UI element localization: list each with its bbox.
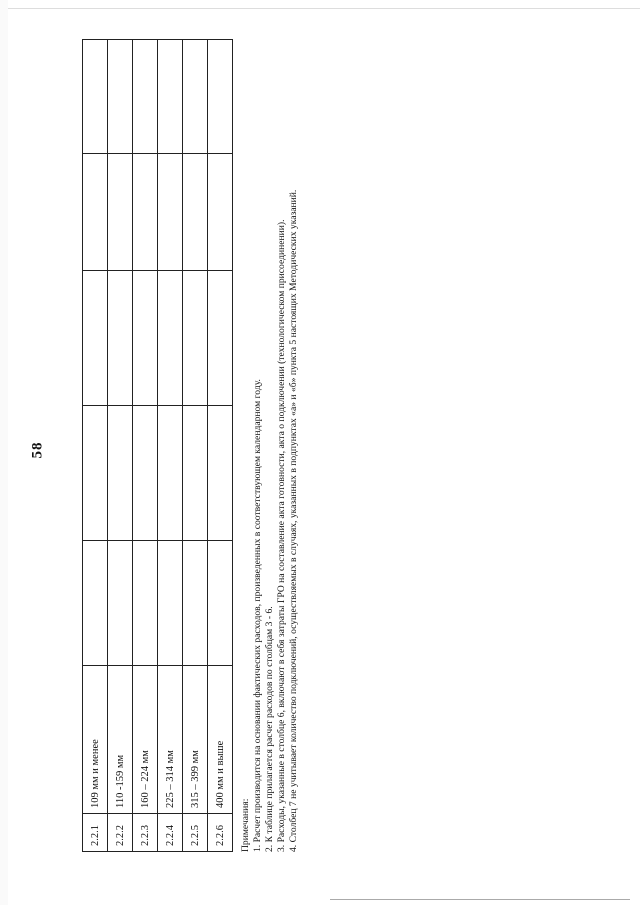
table-cell <box>183 154 208 271</box>
table-cell <box>133 271 158 406</box>
table-cell <box>108 271 133 406</box>
table-cell <box>183 40 208 154</box>
note-item: 1. Расчет производится на основании фактических расходов, произведенных в соответствующем календарном году. <box>252 379 263 852</box>
row-number: 2.2.3 <box>133 814 158 852</box>
row-number: 2.2.1 <box>83 814 108 852</box>
table-cell <box>83 541 108 666</box>
table-cell <box>83 40 108 154</box>
note-item: 4. Столбец 7 не учитывает количество подключений, осуществляемых в случаях, указанных в подпунктах «а» и «б» пункта 5 настоящих Методических указаний. <box>288 189 299 852</box>
table-cell <box>83 271 108 406</box>
row-label: 109 мм и менее <box>83 666 108 814</box>
table-row <box>108 40 133 852</box>
notes-heading: Примечания: <box>240 798 251 852</box>
table-cell <box>183 271 208 406</box>
row-label: 400 мм и выше <box>208 666 233 814</box>
row-label: 225 – 314 мм <box>158 666 183 814</box>
rotated-content <box>82 40 322 852</box>
table-row <box>183 40 208 852</box>
table-cell <box>158 154 183 271</box>
table-cell <box>158 40 183 154</box>
scan-edge-left <box>0 0 8 905</box>
table-cell <box>158 541 183 666</box>
table-cell <box>158 271 183 406</box>
table-row <box>83 40 108 852</box>
table-cell <box>133 541 158 666</box>
row-number: 2.2.2 <box>108 814 133 852</box>
table-cell <box>158 406 183 541</box>
table-row <box>133 40 158 852</box>
table-cell <box>208 406 233 541</box>
table-cell <box>183 406 208 541</box>
table-row <box>158 40 183 852</box>
data-table <box>82 39 233 852</box>
table-cell <box>208 541 233 666</box>
scan-edge-bottom <box>330 899 630 900</box>
table-cell <box>108 406 133 541</box>
table-cell <box>208 154 233 271</box>
row-label: 110 -159 мм <box>108 666 133 814</box>
table-cell <box>133 406 158 541</box>
table-cell <box>208 40 233 154</box>
table-cell <box>108 154 133 271</box>
table-cell <box>208 271 233 406</box>
page-number: 58 <box>29 441 46 459</box>
table-row <box>208 40 233 852</box>
table-cell <box>108 541 133 666</box>
row-number: 2.2.5 <box>183 814 208 852</box>
row-label: 160 – 224 мм <box>133 666 158 814</box>
table-cell <box>83 154 108 271</box>
scan-edge-top <box>0 0 640 9</box>
table-cell <box>183 541 208 666</box>
table-cell <box>133 40 158 154</box>
table-cell <box>133 154 158 271</box>
row-number: 2.2.6 <box>208 814 233 852</box>
table-cell <box>83 406 108 541</box>
table-cell <box>108 40 133 154</box>
note-item: 2. К таблице прилагается расчет расходов по столбцам 3 - 6. <box>264 606 275 852</box>
note-item: 3. Расходы, указанные в столбце 6, включают в себя затраты ГРО на составление акта готовности, акта о подключении (технологическом присоединении). <box>276 219 287 852</box>
row-number: 2.2.4 <box>158 814 183 852</box>
row-label: 315 – 399 мм <box>183 666 208 814</box>
notes-section <box>240 40 300 852</box>
